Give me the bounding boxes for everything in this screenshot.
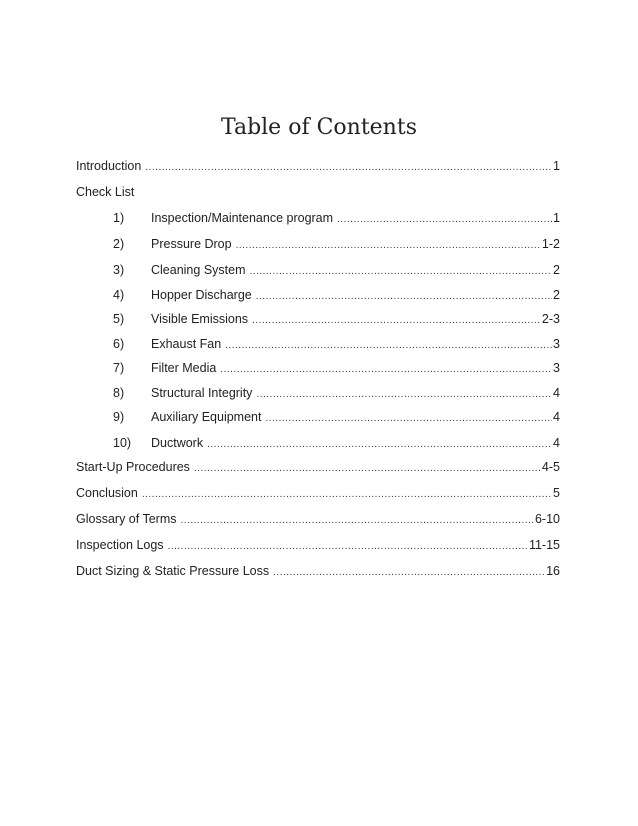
toc-entry-conclusion[interactable] (76, 484, 560, 502)
table-of-contents (76, 0, 560, 826)
toc-entry-page: 4 (553, 436, 560, 450)
toc-entry-label: Conclusion (76, 486, 138, 500)
dot-leader (145, 159, 552, 177)
toc-entry-inspection-maintenance[interactable] (76, 209, 560, 227)
toc-entry-label: Start-Up Procedures (76, 460, 190, 474)
toc-entry-number: 10) (113, 436, 132, 450)
dot-leader (181, 512, 534, 530)
toc-entry-page: 3 (553, 337, 560, 351)
dot-leader (256, 288, 552, 306)
toc-entry-number: 4) (113, 288, 125, 302)
toc-entry-duct-sizing[interactable] (76, 562, 560, 580)
toc-entry-label: Cleaning System (151, 263, 246, 277)
toc-entry-label: Ductwork (151, 436, 204, 450)
toc-entry-label: Inspection/Maintenance program (151, 211, 334, 225)
toc-section-label: Check List (76, 185, 135, 199)
toc-entry-page: 2 (553, 263, 560, 277)
toc-entry-page: 3 (553, 361, 560, 375)
dot-leader (142, 486, 552, 504)
toc-entry-label: Introduction (76, 159, 142, 173)
toc-entry-page: 5 (553, 486, 560, 500)
toc-entry-start-up-procedures[interactable] (76, 458, 560, 476)
dot-leader (252, 312, 541, 330)
toc-entry-label: Structural Integrity (151, 386, 253, 400)
toc-entry-label: Inspection Logs (76, 538, 164, 552)
toc-entry-label: Filter Media (151, 361, 217, 375)
toc-entry-inspection-logs[interactable] (76, 536, 560, 554)
toc-entry-structural-integrity[interactable] (76, 384, 560, 402)
toc-entry-page: 11-15 (528, 538, 560, 552)
toc-entry-number: 1) (113, 211, 125, 225)
toc-entry-page: 2-3 (541, 312, 560, 326)
toc-entry-label: Hopper Discharge (151, 288, 252, 302)
toc-entry-number: 9) (113, 410, 125, 424)
toc-entry-label: Duct Sizing & Static Pressure Loss (76, 564, 270, 578)
dot-leader (225, 337, 552, 355)
toc-entry-exhaust-fan[interactable] (76, 335, 560, 353)
dot-leader (236, 237, 541, 255)
toc-entry-page: 6-10 (534, 512, 560, 526)
toc-entry-label: Exhaust Fan (151, 337, 222, 351)
dot-leader (194, 460, 541, 478)
toc-entry-number: 2) (113, 237, 125, 251)
toc-entry-page: 1 (553, 211, 560, 225)
toc-entry-cleaning-system[interactable] (76, 261, 560, 279)
toc-entry-introduction[interactable] (76, 157, 560, 175)
dot-leader (168, 538, 528, 556)
toc-entry-page: 1 (553, 159, 560, 173)
toc-entry-page: 16 (546, 564, 560, 578)
toc-entry-label: Pressure Drop (151, 237, 232, 251)
dot-leader (207, 436, 552, 454)
toc-entry-number: 6) (113, 337, 125, 351)
dot-leader (220, 361, 552, 379)
toc-entry-visible-emissions[interactable] (76, 310, 560, 328)
dot-leader (273, 564, 545, 582)
dot-leader (337, 211, 552, 229)
toc-entry-page: 4-5 (541, 460, 560, 474)
toc-entry-page: 1-2 (541, 237, 560, 251)
toc-entry-pressure-drop[interactable] (76, 235, 560, 253)
toc-entry-glossary-of-terms[interactable] (76, 510, 560, 528)
toc-entry-hopper-discharge[interactable] (76, 286, 560, 304)
toc-entry-ductwork[interactable] (76, 434, 560, 452)
toc-entry-page: 2 (553, 288, 560, 302)
page-title: Table of Contents (220, 115, 417, 140)
dot-leader (265, 410, 552, 428)
toc-entry-filter-media[interactable] (76, 359, 560, 377)
toc-entry-label: Glossary of Terms (76, 512, 177, 526)
toc-entry-page: 4 (553, 386, 560, 400)
toc-entry-auxiliary-equipment[interactable] (76, 408, 560, 426)
toc-entry-label: Auxiliary Equipment (151, 410, 262, 424)
toc-entry-number: 7) (113, 361, 125, 375)
dot-leader (256, 386, 552, 404)
toc-section-check-list (76, 183, 560, 201)
toc-entry-label: Visible Emissions (151, 312, 249, 326)
toc-entry-number: 8) (113, 386, 125, 400)
dot-leader (250, 263, 553, 281)
toc-entry-number: 3) (113, 263, 125, 277)
toc-entry-page: 4 (553, 410, 560, 424)
toc-entry-number: 5) (113, 312, 125, 326)
